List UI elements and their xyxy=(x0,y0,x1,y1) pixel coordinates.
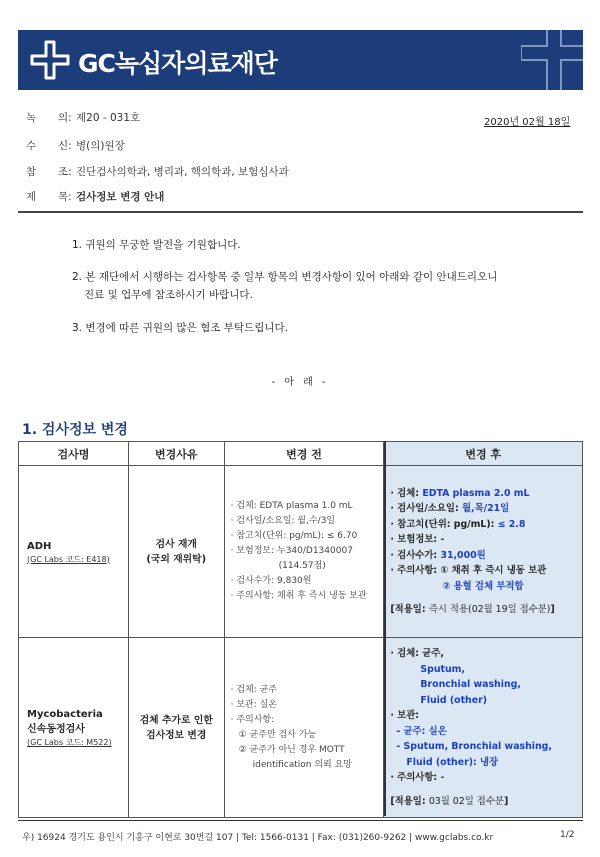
header-before: 변경 전 xyxy=(224,442,384,466)
test-info-table xyxy=(18,441,583,818)
gc-logo-icon xyxy=(30,40,70,80)
reason-cell: 검사 재개 (국외 재위탁) xyxy=(128,466,224,638)
reason-cell: 검체 추가로 인한 검사정보 변경 xyxy=(128,638,224,818)
paragraph-2b: 진료 및 업무에 참조하시기 바랍니다. xyxy=(84,289,253,301)
decorative-cross-icon xyxy=(521,30,583,90)
paragraph-3: 3. 변경에 따른 귀원의 많은 협조 부탁드립니다. xyxy=(72,322,288,334)
header-banner xyxy=(18,30,583,90)
brand-name: GC녹십자의료재단 xyxy=(78,49,277,78)
after-cell: · 검체: EDTA plasma 2.0 mL · 검사일/소요일: 월,목/21일 · 참고치(단위: pg/mL): ≤ 2.8 · 보험정보: - · 검사수가: 31,000원 · 주의사항: ① 채취 후 즉시 냉동 보관 ② 용혈 검체 부적합 [적용일: 즉시 적용(02월 19일 접수분)] xyxy=(384,466,583,638)
below-marker: - 아 래 - xyxy=(271,377,329,388)
test-name-cell: ADH (GC Labs 코드: E418) xyxy=(19,466,129,638)
table-row xyxy=(19,466,583,638)
before-cell: · 검체: EDTA plasma 1.0 mL · 검사일/소요일: 월,수/3일 · 참고치(단위: pg/mL): ≤ 6.70 · 보험정보: 누340/D1340007 (114.57점) · 검사수가: 9,830원 · 주의사항: 채취 후 즉시 냉동 보관 xyxy=(224,466,384,638)
paragraph-2a: 2. 본 재단에서 시행하는 검사항목 중 일부 항목의 변경사항이 있어 아래와 같이 안내드리오니 xyxy=(72,271,498,283)
after-cell: · 검체: 균주, Sputum, Bronchial washing, Fluid (other) · 보관: - 균주: 실온 - Sputum, Bronchial washing, Fluid (other): 냉장 · 주의사항: - [적용일: 03월 02일 접수분] xyxy=(384,638,583,818)
paragraph-1: 1. 귀원의 무궁한 발전을 기원합니다. xyxy=(72,239,241,251)
header-test-name: 검사명 xyxy=(19,442,129,466)
before-cell: · 검체: 균주 · 보관: 실온 · 주의사항: ① 균주만 검사 가능 ② 균주가 아닌 경우 MOTT identification 의뢰 요망 xyxy=(224,638,384,818)
test-name-cell: Mycobacteria 신속동정검사 (GC Labs 코드: M522) xyxy=(19,638,129,818)
table-row xyxy=(19,638,583,818)
footer-divider xyxy=(18,820,583,821)
page-number: 1/2 xyxy=(560,830,575,840)
footer-contact: 우) 16924 경기도 용인시 기흥구 이현로 30번길 107 | Tel: 1566-0131 | Fax: (031)260-9262 | www.gclabs.co.kr xyxy=(22,833,494,843)
header-reason: 변경사유 xyxy=(128,442,224,466)
applied-date: [적용일: 즉시 적용(02월 19일 접수분)] xyxy=(390,604,555,615)
document-date: 2020년 02월 18일 xyxy=(484,117,571,128)
section-title: 1. 검사정보 변경 xyxy=(22,422,128,438)
header-after: 변경 후 xyxy=(384,442,583,466)
divider xyxy=(18,211,583,213)
column-divider xyxy=(384,441,386,816)
applied-date: [적용일: 03월 02일 접수분] xyxy=(390,795,509,807)
